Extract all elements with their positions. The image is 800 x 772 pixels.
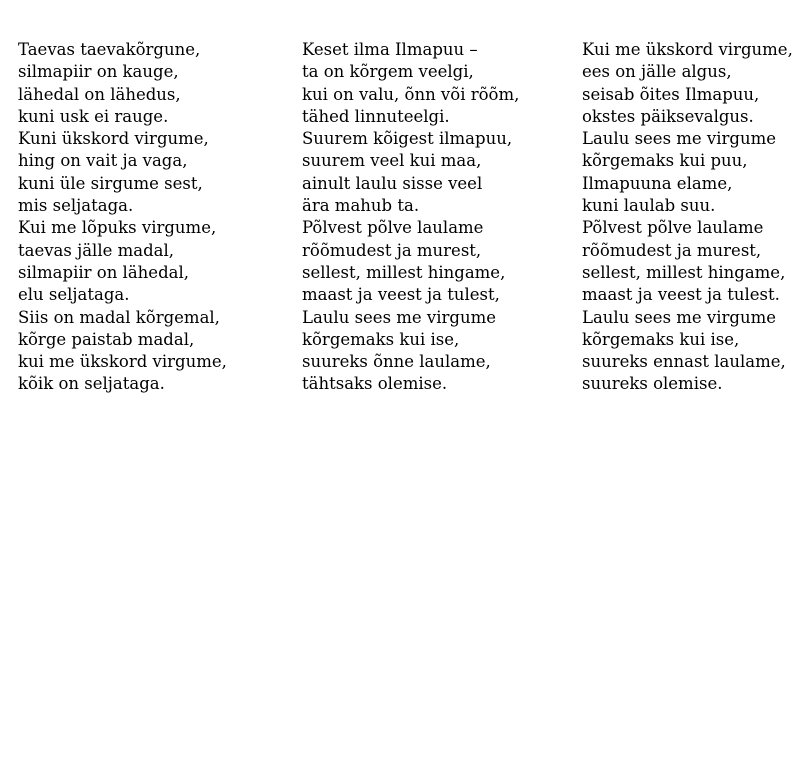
poem-line: kuni usk ei rauge. bbox=[18, 106, 169, 126]
poem-column-1 bbox=[18, 39, 227, 396]
poem-line: kuni laulab suu. bbox=[582, 196, 716, 216]
poem-line: ta on kõrgem veelgi, bbox=[302, 62, 474, 82]
poem-line: Ilmapuuna elame, bbox=[582, 173, 733, 193]
poem-line: ainult laulu sisse veel bbox=[302, 173, 483, 193]
poem-line: elu seljataga. bbox=[18, 285, 130, 305]
poem-line: ära mahub ta. bbox=[302, 196, 420, 216]
poem-line: rõõmudest ja murest, bbox=[582, 240, 762, 260]
poem-line: Laulu sees me virgume bbox=[582, 307, 777, 327]
poem-line: tähed linnuteelgi. bbox=[302, 106, 450, 126]
poem-line: silmapiir on kauge, bbox=[18, 62, 179, 82]
poem-line: hing on vait ja vaga, bbox=[18, 151, 188, 171]
poem-line: taevas jälle madal, bbox=[18, 240, 175, 260]
poem-line: Siis on madal kõrgemal, bbox=[18, 307, 220, 327]
poem-line: mis seljataga. bbox=[18, 196, 134, 216]
poem-line: suurem veel kui maa, bbox=[302, 151, 482, 171]
poem-line: Keset ilma Ilmapuu – bbox=[302, 40, 478, 59]
poem-line: Põlvest põlve laulame bbox=[302, 218, 484, 238]
poem-line: sellest, millest hingame, bbox=[582, 262, 786, 282]
poem-column-3 bbox=[582, 39, 793, 396]
poem-line: rõõmudest ja murest, bbox=[302, 240, 482, 260]
poem-line: Taevas taevakõrgune, bbox=[18, 40, 201, 59]
poem-line: kõrgemaks kui ise, bbox=[582, 329, 740, 349]
poem-line: kõrgemaks kui ise, bbox=[302, 329, 460, 349]
poem-line: suureks ennast laulame, bbox=[582, 352, 786, 372]
poem-column-2 bbox=[302, 39, 519, 396]
poem-line: maast ja veest ja tulest, bbox=[302, 285, 500, 305]
poem-line: kõrgemaks kui puu, bbox=[582, 151, 748, 171]
poem-line: kui me ükskord virgume, bbox=[18, 352, 227, 372]
poem-line: Suurem kõigest ilmapuu, bbox=[302, 129, 513, 149]
poem-line: Kuni ükskord virgume, bbox=[18, 129, 209, 149]
poem-line: lähedal on lähedus, bbox=[18, 84, 181, 104]
poem-line: seisab õites Ilmapuu, bbox=[582, 84, 760, 104]
poem-line: Laulu sees me virgume bbox=[582, 129, 777, 149]
poem-line: Laulu sees me virgume bbox=[302, 307, 497, 327]
poem-line: Põlvest põlve laulame bbox=[582, 218, 764, 238]
poem-line: maast ja veest ja tulest. bbox=[582, 285, 780, 305]
poem-line: sellest, millest hingame, bbox=[302, 262, 506, 282]
poem-line: tähtsaks olemise. bbox=[302, 374, 448, 394]
poem-line: kõrge paistab madal, bbox=[18, 329, 195, 349]
poem-line: Kui me lõpuks virgume, bbox=[18, 218, 217, 238]
poem-line: kõik on seljataga. bbox=[18, 374, 165, 394]
poem-line: kuni üle sirgume sest, bbox=[18, 173, 203, 193]
poem-line: suureks olemise. bbox=[582, 374, 723, 394]
poem-line: ees on jälle algus, bbox=[582, 62, 732, 82]
poem-line: silmapiir on lähedal, bbox=[18, 262, 189, 282]
poem-line: okstes päiksevalgus. bbox=[582, 106, 754, 126]
poem-line: kui on valu, õnn või rõõm, bbox=[302, 84, 520, 104]
poem-line: suureks õnne laulame, bbox=[302, 352, 491, 372]
poem-line: Kui me ükskord virgume, bbox=[582, 40, 793, 59]
